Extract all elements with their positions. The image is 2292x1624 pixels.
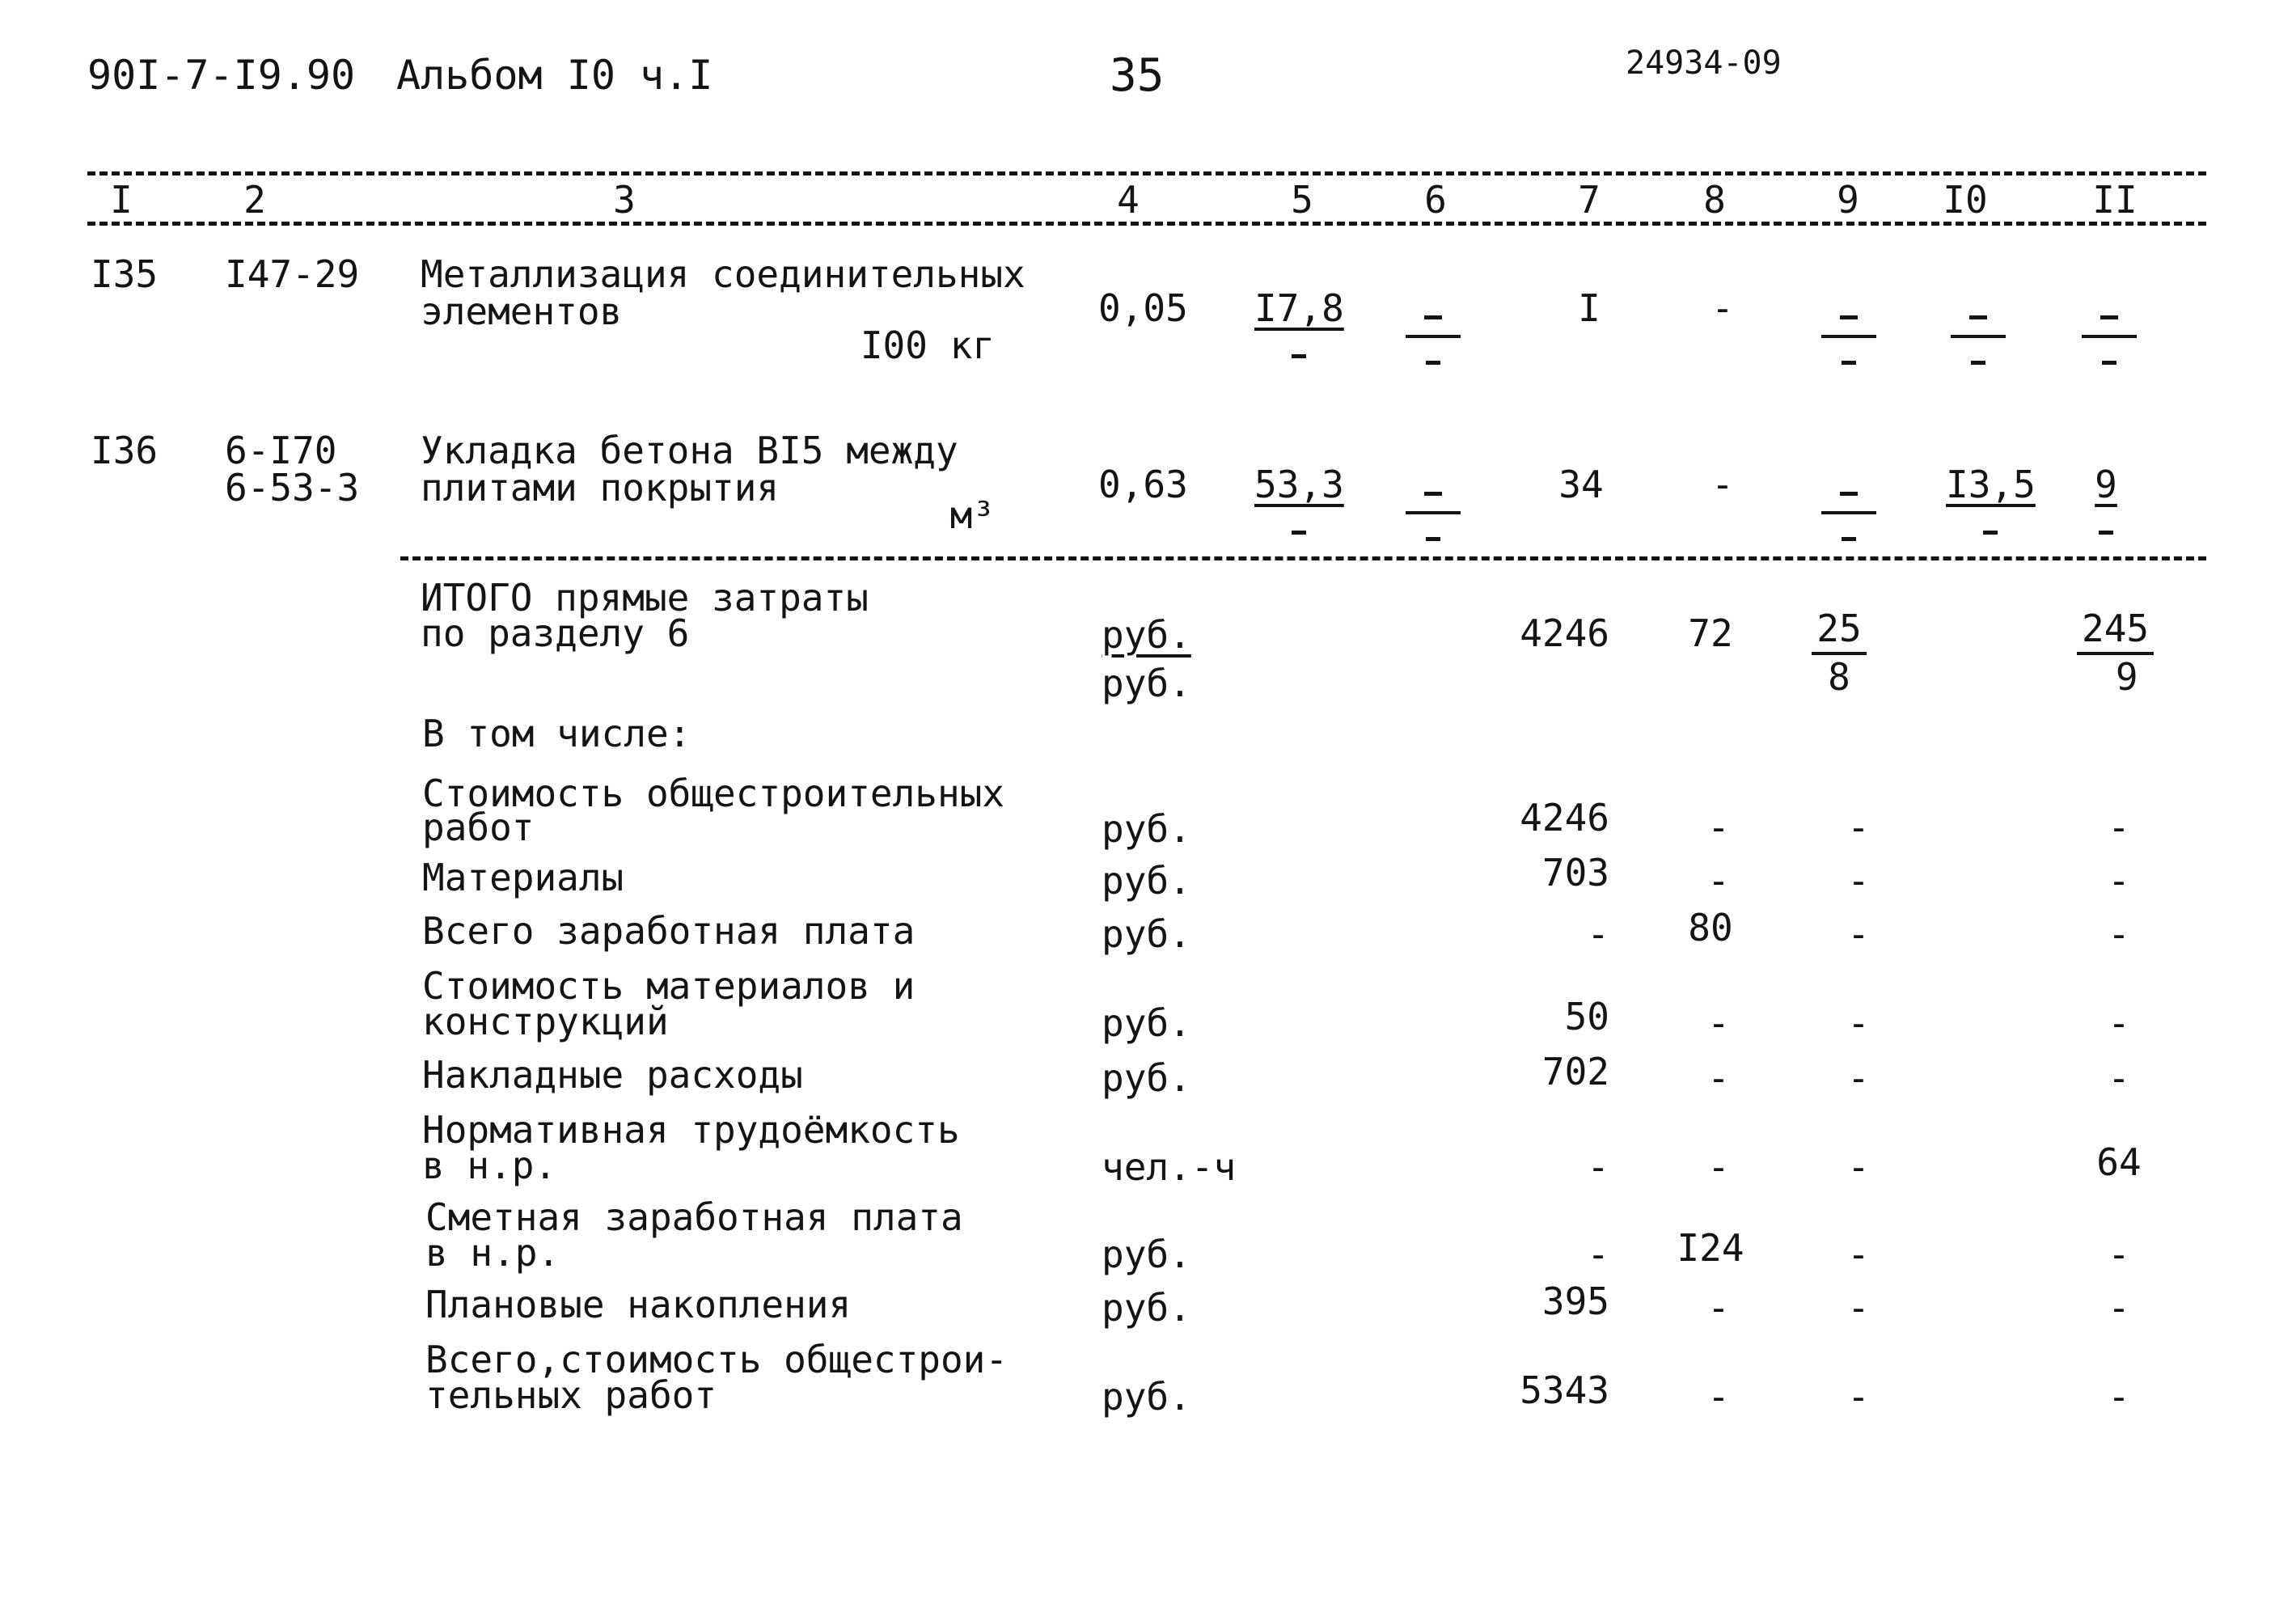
row-135-col7: I [1578,286,1601,330]
total-unit-top: руб. [1102,613,1191,657]
total-col9 [1812,607,1867,699]
row-136-code-line1: 6-I70 [225,429,337,472]
header-bottom-rule [87,222,2206,226]
item-col9: - [1847,1286,1870,1330]
item-col8: - [1707,806,1730,849]
including-label: В том числе: [422,712,691,755]
row-136-number: I36 [91,429,159,472]
item-col11: - [2108,1286,2130,1330]
row-135-description-line2: элементов [421,290,623,333]
item-col7: 50 [1564,995,1609,1038]
column-header-11: II [2092,178,2138,222]
row-135-col11 [2082,296,2137,379]
dash-mark [1983,531,1998,535]
item-label-line1: Плановые накопления [425,1283,852,1326]
column-header-5: 5 [1291,178,1313,222]
dash-mark [1292,354,1306,358]
dash-mark [1840,315,1858,319]
item-label-line2: в н.р. [425,1231,560,1275]
dash-mark [1424,315,1442,319]
row-135-description-line1: Металлизация соединительных [421,252,1025,296]
item-col11: - [2108,806,2130,849]
row-136-col9 [1821,472,1876,555]
row-136-col10-value: I3,5 [1946,463,2036,506]
dash-mark [2099,531,2113,535]
item-col8: - [1707,1375,1730,1419]
item-col7: 702 [1541,1050,1609,1093]
column-header-9: 9 [1837,178,1859,222]
dash-mark [1842,361,1856,365]
dash-mark [1840,492,1858,496]
column-header-8: 8 [1703,178,1726,222]
column-header-4: 4 [1117,178,1140,222]
item-col8: I24 [1677,1226,1744,1270]
album-label: Альбом I0 ч.I [396,52,713,99]
column-header-10: I0 [1943,178,1988,222]
total-col9-denominator: 8 [1828,655,1850,699]
row-135-col8: - [1711,286,1734,330]
total-col11-denominator: 9 [2115,655,2138,699]
item-col8: 80 [1688,906,1733,949]
item-col8: - [1707,1145,1730,1189]
item-col9: - [1847,1375,1870,1419]
row-135-col6 [1406,296,1461,379]
item-col8: - [1707,1286,1730,1330]
item-col11: - [2108,1375,2130,1419]
item-col8: - [1707,1056,1730,1100]
row-135-unit: I00 кг [860,324,995,367]
item-col9: - [1847,806,1870,849]
document-code: 90I-7-I9.90 [87,52,356,99]
row-136-quantity: 0,63 [1098,463,1188,506]
total-col9-numerator: 25 [1812,610,1867,655]
item-unit: руб. [1102,1233,1191,1276]
total-col11 [2077,607,2154,699]
item-col7: - [1587,1233,1609,1276]
row-136-col11 [2078,463,2133,548]
item-col11: - [2108,859,2130,903]
item-col8: - [1707,859,1730,903]
total-col7: 4246 [1520,611,1609,655]
item-label-line2: в н.р. [422,1144,557,1187]
item-col9: - [1847,1233,1870,1276]
page-number: 35 [1110,49,1165,102]
item-col11: - [2108,1056,2130,1100]
dash-mark [1426,361,1440,365]
archive-stamp: 24934-09 [1626,44,1782,82]
row-135-col5-value: I7,8 [1254,286,1344,330]
item-unit: руб. [1102,912,1191,956]
item-unit: руб. [1102,1056,1191,1100]
row-135-number: I35 [91,252,159,296]
column-header-2: 2 [243,178,266,222]
item-col11: - [2108,1233,2130,1276]
item-unit: руб. [1102,1375,1191,1419]
row-136-code-line2: 6-53-3 [225,466,360,510]
item-col7: 703 [1541,851,1609,894]
item-unit: руб. [1102,807,1191,851]
column-header-1: I [110,178,133,222]
item-label-line1: Нормативная трудоёмкость [422,1108,960,1152]
total-label-line1: ИТОГО прямые затраты [421,576,869,620]
item-col7: - [1587,1145,1609,1189]
row-135-col5 [1250,286,1349,372]
column-header-6: 6 [1424,178,1447,222]
dash-mark [1971,361,1985,365]
dash-mark [1426,537,1440,541]
total-unit-bottom: руб. [1102,662,1191,705]
dash-mark [2102,361,2117,365]
item-col7: 395 [1541,1279,1609,1323]
row-136-col8: - [1711,463,1734,506]
item-col8: - [1707,1001,1730,1045]
row-136-col5 [1250,463,1349,548]
dash-mark [1969,315,1987,319]
item-label-line1: Накладные расходы [422,1053,803,1097]
row-135-col9 [1821,296,1876,379]
item-unit: руб. [1102,1286,1191,1330]
row-136-col5-value: 53,3 [1254,463,1344,506]
item-unit: руб. [1102,1001,1191,1045]
total-label-line2: по разделу 6 [421,611,690,655]
row-135-code: I47-29 [225,252,360,296]
row-136-col11-value: 9 [2095,463,2117,506]
dash-mark [1292,531,1306,535]
item-col11: 64 [2096,1140,2142,1184]
header-top-rule [87,171,2206,176]
item-label-line1: Сметная заработная плата [425,1195,963,1239]
item-col7: 5343 [1520,1368,1609,1412]
item-col7: - [1587,912,1609,956]
item-label-line1: Стоимость материалов и [422,964,916,1008]
item-label-line2: работ [422,806,535,849]
dash-mark [1842,537,1856,541]
column-header-3: 3 [613,178,636,222]
item-label-line1: Всего,стоимость общестрои- [425,1338,1009,1381]
total-col11-numerator: 245 [2077,610,2154,655]
item-col11: - [2108,1001,2130,1045]
item-col9: - [1847,859,1870,903]
total-col8: 72 [1688,611,1733,655]
item-col9: - [1847,1001,1870,1045]
column-header-7: 7 [1578,178,1601,222]
item-col9: - [1847,1056,1870,1100]
item-col11: - [2108,912,2130,956]
item-label-line1: Всего заработная плата [422,909,916,953]
row-136-col7: 34 [1558,463,1604,506]
item-col9: - [1847,1145,1870,1189]
row-136-description-line2: плитами покрытия [421,466,780,510]
item-col7: 4246 [1520,796,1609,839]
row-136-unit: м³ [949,493,995,537]
row-136-col6 [1406,472,1461,555]
dash-mark [2100,315,2118,319]
item-col9: - [1847,912,1870,956]
total-rule [400,556,2206,560]
dash-mark [1424,492,1442,496]
row-136-description-line1: Укладка бетона BI5 между [421,429,958,472]
row-135-quantity: 0,05 [1098,286,1188,330]
item-label-line1: Стоимость общестроительных [422,772,1005,815]
row-135-col10 [1951,296,2006,379]
item-label-line1: Материалы [422,856,624,899]
item-label-line2: тельных работ [425,1373,717,1417]
item-unit: чел.-ч [1102,1145,1237,1189]
item-unit: руб. [1102,859,1191,903]
row-136-col10 [1941,463,2040,548]
item-label-line2: конструкций [422,1000,669,1043]
